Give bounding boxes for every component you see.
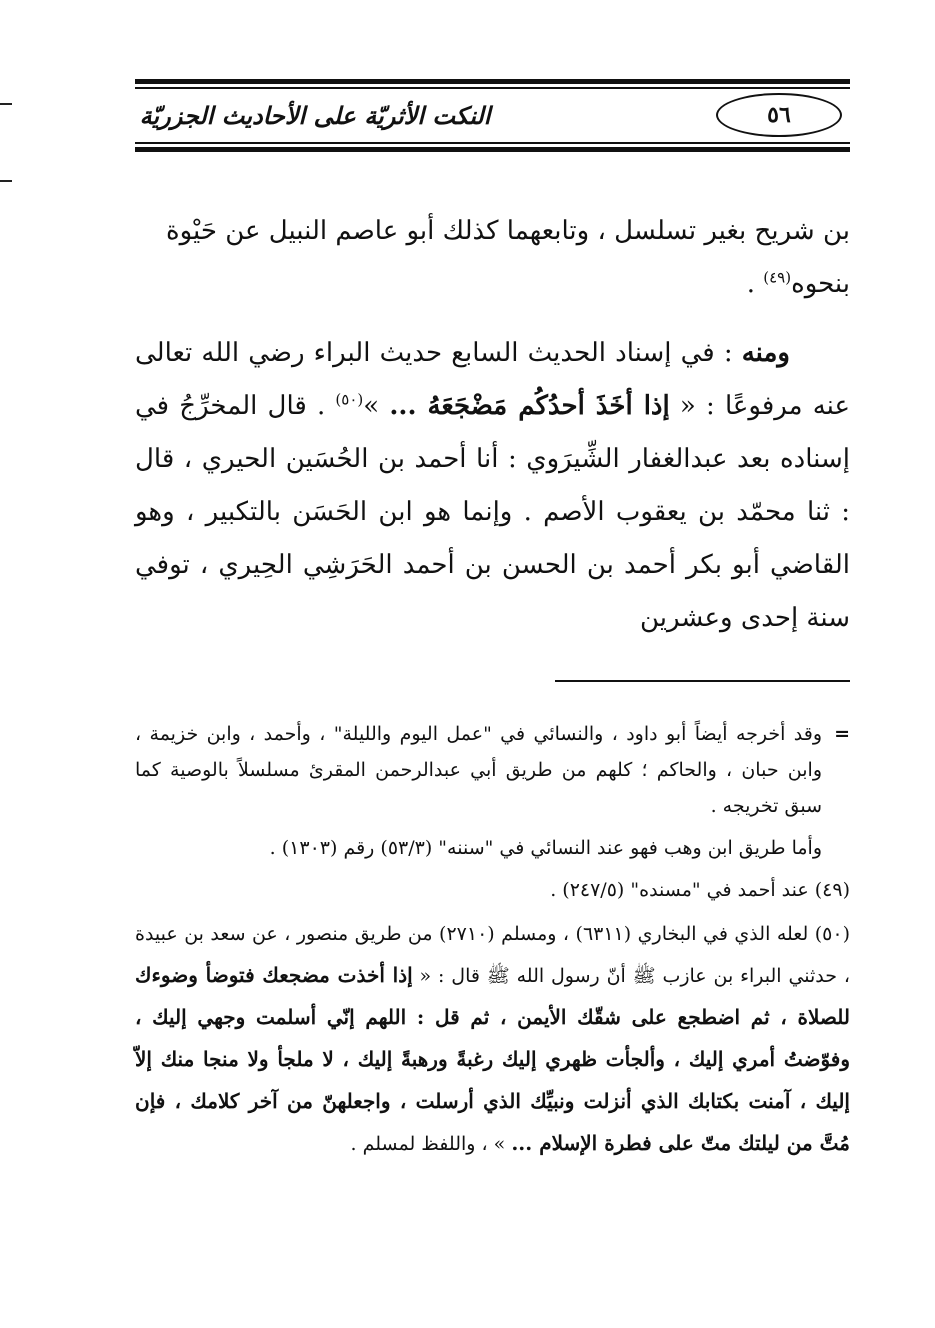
- page-number: ٥٦: [767, 102, 791, 128]
- paragraph-1-line-2: بنحوه: [791, 269, 850, 299]
- footnote-50-intro: (٥٠) لعله الذي في البخاري (٦٣١١) ، ومسلم (٢٧١٠) من طريق منصور ، عن سعد بن عبيدة ، حدثني البراء بن عازب ﷺ أنّ رسول الله ﷺ قال : «: [135, 923, 850, 987]
- header-rule-bottom-thin: [135, 142, 850, 144]
- paragraph-2: [135, 327, 850, 645]
- hadith-quote: إذا أخَذَ أحدُكُم مَضْجَعَهُ ...: [389, 391, 670, 421]
- footnote-49: (٤٩) عند أحمد في "مسنده" (٢٤٧/٥) .: [550, 879, 850, 901]
- header-rule-top-thin: [135, 87, 850, 89]
- header-rule-bottom-thick: [135, 147, 850, 152]
- paragraph-2-text-c: . قال المخرِّجُ في إسناده بعد عبدالغفار الشِّيرَوي : أنا أحمد بن الحُسَين الحيري ، قال : ثنا محمّد بن يعقوب الأصم . وإنما هو ابن الحَسَن بالتكبير ، وهو القاضي أبو بكر أحمد بن الحسن بن أحمد الحَرَشِي الحِيري ، توفي سنة إحدى وعشرين: [135, 391, 850, 633]
- main-text: [135, 205, 850, 645]
- footnote-continuation-2: وأما طريق ابن وهب فهو عند النسائي في "سننه" (٥٣/٣) رقم (١٣٠٣) .: [269, 837, 822, 859]
- paragraph-2-text-a: : في إسناد الحديث السابع حديث البراء رضي الله تعالى عنه مرفوعًا : «: [135, 338, 850, 421]
- paragraph-1: [135, 205, 850, 311]
- footnotes-section: [135, 716, 850, 1164]
- scan-edge-mark-top: [0, 103, 12, 105]
- header-rule-top-thick: [135, 79, 850, 84]
- footnote-ref-50: (٥٠): [335, 390, 364, 409]
- paragraph-2-lead-word: ومنه: [741, 338, 790, 368]
- paragraph-1-end: .: [746, 269, 764, 299]
- footnote-50: [135, 914, 850, 1164]
- footnote-continuation: [135, 716, 850, 824]
- paragraph-1-line-1: بن شريح بغير تسلسل ، وتابعهما كذلك أبو عاصم النبيل عن حَيْوة: [165, 216, 850, 246]
- page-number-badge: [716, 93, 842, 137]
- footnote-ref-49: (٤٩): [763, 268, 792, 287]
- footnote-50-hadith: إذا أخذت مضجعك فتوضأ وضوءك للصلاة ، ثم اضطجع على شقّك الأيمن ، ثم قل : اللهم إنّي أسلمت وجهي إليك ، وفوّضتُ أمري إليك ، وألجأت ظهري إليك رغبةً ورهبةً إليك ، لا ملجأ ولا منجا منك إلاّ إليك ، آمنت بكتابك الذي أنزلت ونبيِّك الذي أرسلت ، واجعلهنّ من آخر كلامك ، فإن مُتَّ من ليلتك متّ على فطرة الإسلام ...: [135, 963, 850, 1155]
- running-header-title: النكت الأثريّة على الأحاديث الجزريّة: [139, 101, 491, 130]
- paragraph-2-text-b: »: [363, 391, 390, 421]
- footnote-50-end: » ، واللفظ لمسلم .: [350, 1133, 512, 1155]
- continuation-mark: =: [834, 723, 850, 745]
- scan-edge-mark-bottom: [0, 180, 12, 182]
- footnote-separator: [555, 680, 850, 682]
- footnote-continuation-text: وقد أخرجه أيضاً أبو داود ، والنسائي في "عمل اليوم والليلة" ، وأحمد ، وابن خزيمة ، وابن حبان ، والحاكم ؛ كلهم من طريق أبي عبدالرحمن المقرئ مسلسلاً بالوصية كما سبق تخريجه .: [135, 723, 822, 817]
